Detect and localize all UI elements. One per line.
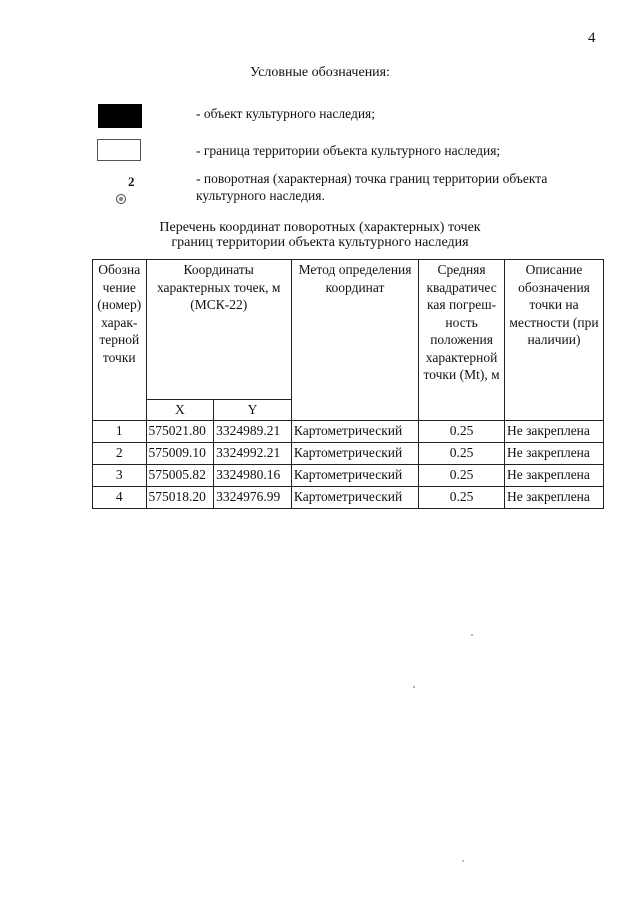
cell-point-number: 3 xyxy=(93,464,147,486)
cell-x: 575005.82 xyxy=(146,464,214,486)
scan-speck xyxy=(462,860,464,862)
cell-x: 575021.80 xyxy=(146,420,214,442)
cell-point-number: 2 xyxy=(93,442,147,464)
heritage-object-swatch xyxy=(98,104,142,128)
cell-method: Картометрический xyxy=(291,420,418,442)
legend-item-heritage-object: - объект культурного наследия; xyxy=(196,106,376,121)
coordinates-title-line2: границ территории объекта культурного наследия xyxy=(171,235,469,250)
cell-method: Картометрический xyxy=(291,464,418,486)
cell-method: Картометрический xyxy=(291,442,418,464)
cell-description: Не закреплена xyxy=(504,486,603,508)
header-point-number: Обозна чение (номер) харак- терной точки xyxy=(93,260,147,421)
scan-speck xyxy=(413,686,415,688)
header-x: X xyxy=(146,400,214,421)
cell-point-number: 1 xyxy=(93,420,147,442)
table-row xyxy=(93,464,604,486)
table-row xyxy=(93,442,604,464)
legend-item-turning-point: - поворотная (характерная) точка границ территории объекта культурного наследия. xyxy=(196,171,548,203)
header-mean-square-error: Средняя квадратичес кая погреш- ность положения характерной точки (Mt), м xyxy=(419,260,505,421)
cell-point-number: 4 xyxy=(93,486,147,508)
cell-y: 3324992.21 xyxy=(214,442,292,464)
cell-mt: 0.25 xyxy=(419,420,505,442)
table-row xyxy=(93,420,604,442)
legend-title: Условные обозначения: xyxy=(249,65,391,80)
cell-description: Не закреплена xyxy=(504,442,603,464)
coordinates-table xyxy=(92,259,604,509)
cell-description: Не закреплена xyxy=(504,464,603,486)
cell-y: 3324976.99 xyxy=(214,486,292,508)
scan-speck xyxy=(471,634,473,636)
cell-y: 3324989.21 xyxy=(214,420,292,442)
cell-x: 575018.20 xyxy=(146,486,214,508)
table-row xyxy=(93,486,604,508)
territory-border-swatch xyxy=(97,139,141,161)
header-coordinates: Координаты характерных точек, м (МСК-22) xyxy=(146,260,291,400)
page-number: 4 xyxy=(588,30,596,46)
cell-description: Не закреплена xyxy=(504,420,603,442)
legend-item-territory-border: - граница территории объекта культурного наследия; xyxy=(196,143,501,158)
cell-mt: 0.25 xyxy=(419,486,505,508)
cell-method: Картометрический xyxy=(291,486,418,508)
cell-mt: 0.25 xyxy=(419,442,505,464)
header-method: Метод определения координат xyxy=(291,260,418,421)
header-y: Y xyxy=(214,400,292,421)
cell-x: 575009.10 xyxy=(146,442,214,464)
turning-point-icon xyxy=(115,193,127,209)
cell-mt: 0.25 xyxy=(419,464,505,486)
cell-y: 3324980.16 xyxy=(214,464,292,486)
coordinates-title-line1: Перечень координат поворотных (характерных) точек xyxy=(159,220,481,235)
header-description: Описание обозначения точки на местности (при наличии) xyxy=(504,260,603,421)
coordinates-list-title xyxy=(0,220,640,250)
turning-point-label: 2 xyxy=(128,174,135,189)
